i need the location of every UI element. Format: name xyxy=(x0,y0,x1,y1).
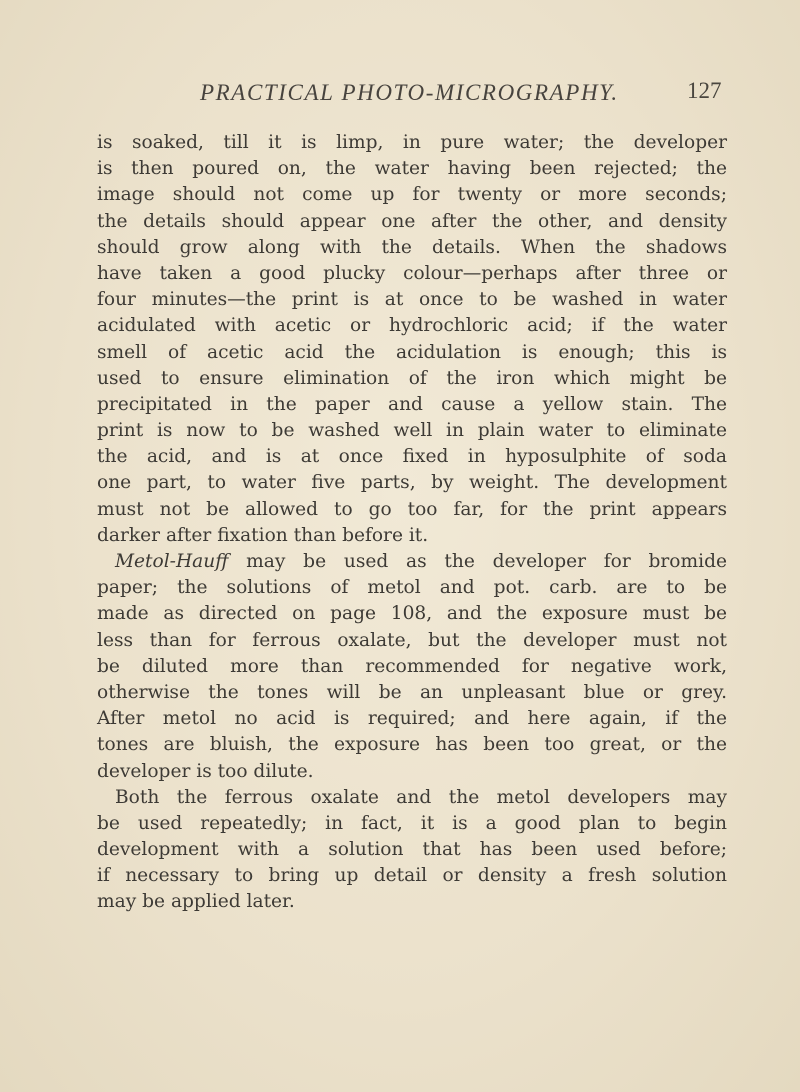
text-line: Both the ferrous oxalate and the metol developers may xyxy=(115,786,727,808)
text-line: acidulated with acetic or hydrochloric acid; if the water xyxy=(97,315,727,337)
running-head: PRACTICAL PHOTO-MICROGRAPHY. xyxy=(200,80,619,105)
text-line: smell of acetic acid the acidulation is enough; this is xyxy=(97,341,727,363)
text-line: must not be allowed to go too far, for the print appears xyxy=(97,498,727,520)
text-line: image should not come up for twenty or more seconds; xyxy=(97,184,727,206)
text-line: less than for ferrous oxalate, but the developer must not xyxy=(97,629,727,651)
text-line: otherwise the tones will be an unpleasant blue or grey. xyxy=(97,681,727,703)
text-line: the acid, and is at once fixed in hyposulphite of soda xyxy=(97,446,727,468)
text-line: may be applied later. xyxy=(97,891,295,913)
text-line: darker after fixation than before it. xyxy=(97,524,429,546)
text-line: After metol no acid is required; and here again, if the xyxy=(97,708,727,730)
text-line: one part, to water five parts, by weight. The development xyxy=(97,472,727,494)
text-line-metol xyxy=(97,549,727,575)
page-number: 127 xyxy=(687,78,722,103)
body-text xyxy=(97,130,727,916)
text-line: print is now to be washed well in plain water to eliminate xyxy=(97,420,727,442)
text-line: paper; the solutions of metol and pot. carb. are to be xyxy=(97,577,727,599)
text-line: be used repeatedly; in fact, it is a good plan to begin xyxy=(97,812,727,834)
text-line: development with a solution that has been used before; xyxy=(97,839,727,861)
text-line: precipitated in the paper and cause a yellow stain. The xyxy=(97,393,727,415)
text-line: is then poured on, the water having been rejected; the xyxy=(97,158,727,180)
text-line: if necessary to bring up detail or density a fresh solution xyxy=(97,865,727,887)
text-line: is soaked, till it is limp, in pure water; the developer xyxy=(97,132,727,153)
text-line: the details should appear one after the other, and density xyxy=(97,210,727,232)
text-line: be diluted more than recommended for negative work, xyxy=(97,655,727,677)
text-line-remainder: may be used as the developer for bromide xyxy=(246,551,727,572)
text-line: made as directed on page 108, and the exposure must be xyxy=(97,603,727,625)
text-line: should grow along with the details. When the shadows xyxy=(97,236,727,258)
text-line: tones are bluish, the exposure has been too great, or the xyxy=(97,734,727,756)
italic-term-metol-hauff: Metol-Hauff xyxy=(115,551,229,572)
text-line: four minutes—the print is at once to be washed in water xyxy=(97,289,727,311)
text-line: developer is too dilute. xyxy=(97,760,314,782)
text-line: have taken a good plucky colour—perhaps after three or xyxy=(97,262,727,284)
text-line: used to ensure elimination of the iron which might be xyxy=(97,367,727,389)
